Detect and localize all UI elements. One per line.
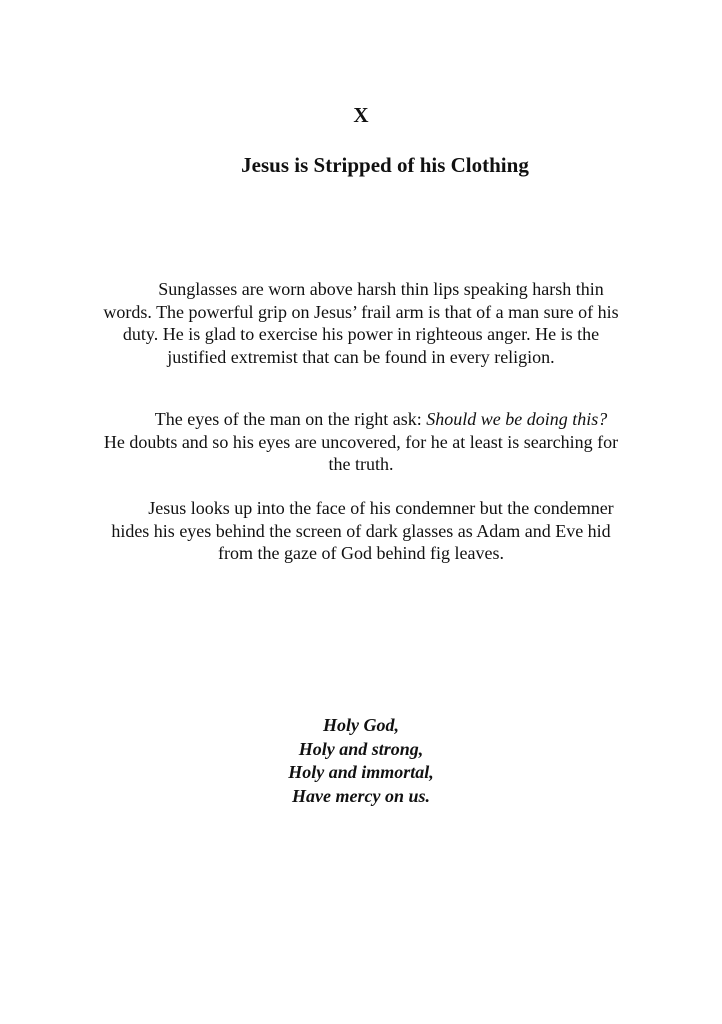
paragraph-1-text: Sunglasses are worn above harsh thin lips speaking harsh thin words. The powerful grip on Jesus’ frail arm is that of a man sure of his duty. He is glad to exercise his power in righteous anger. He is the justified extremist that can be found in every religion. bbox=[103, 279, 619, 367]
paragraph-3 bbox=[100, 497, 622, 565]
paragraph-1 bbox=[100, 278, 622, 368]
paragraph-2-text-before: The eyes of the man on the right ask: bbox=[154, 409, 427, 429]
prayer-line-4: Have mercy on us. bbox=[292, 785, 430, 806]
prayer-line-1: Holy God, bbox=[323, 715, 399, 735]
chapter-title: Jesus is Stripped of his Clothing bbox=[241, 153, 529, 177]
prayer-line-3: Holy and immortal, bbox=[288, 762, 434, 782]
prayer-line-2: Holy and strong, bbox=[298, 738, 424, 759]
chapter-numeral: X bbox=[353, 103, 369, 127]
prayer-block bbox=[0, 714, 722, 808]
paragraph-3-text: Jesus looks up into the face of his condemner but the condemner hides his eyes behind the screen of dark glasses as Adam and Eve hid from the gaze of God behind fig leaves. bbox=[111, 498, 614, 563]
paragraph-2 bbox=[100, 408, 622, 476]
paragraph-2-text-after: He doubts and so his eyes are uncovered, for he at least is searching for the truth. bbox=[103, 409, 623, 474]
paragraph-2-italic-question: Should we be doing this? bbox=[426, 409, 608, 429]
